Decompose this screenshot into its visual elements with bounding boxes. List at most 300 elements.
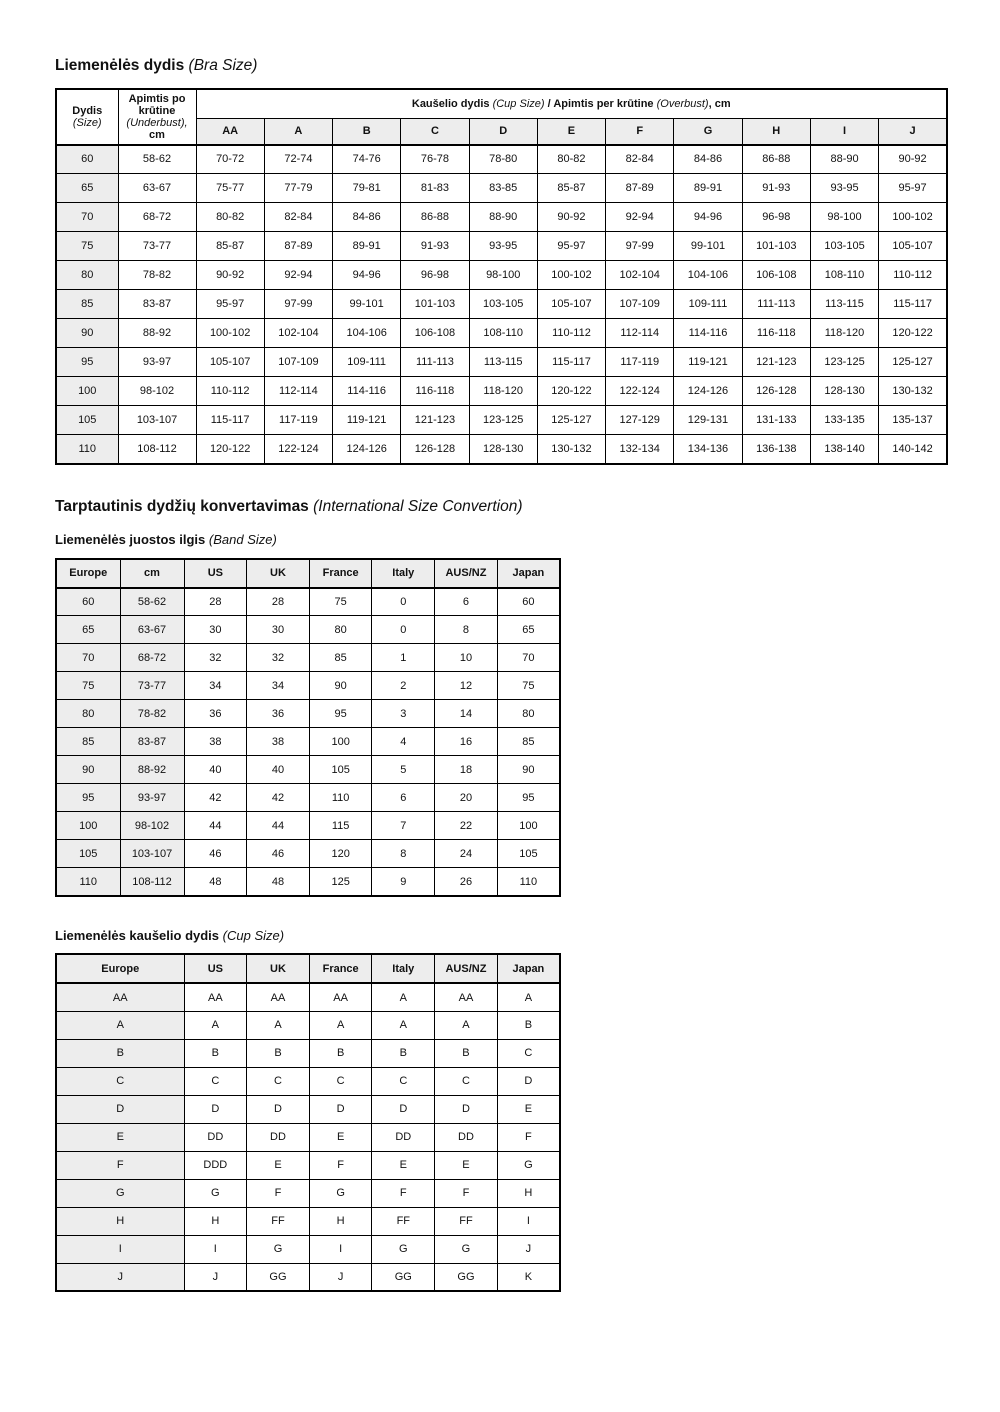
bra-overbust-cell-e: 80-82 [537, 145, 605, 174]
bra-overbust-cell-g: 134-136 [674, 435, 742, 464]
bra-size-cell: 110 [56, 435, 118, 464]
cup-cell-france: C [309, 1067, 372, 1095]
bra-size-heading [55, 57, 950, 76]
bra-underbust-cell: 88-92 [118, 319, 196, 348]
bra-underbust-cell: 103-107 [118, 406, 196, 435]
band-cell-us: 30 [184, 616, 247, 644]
bra-overbust-cell-i: 93-95 [810, 174, 878, 203]
bra-row-75 [56, 232, 947, 261]
bra-cup-letter-b: B [333, 119, 401, 145]
international-conversion-heading [55, 498, 950, 517]
bra-cup-letter-g: G [674, 119, 742, 145]
bra-row-100 [56, 377, 947, 406]
band-col-header-europe: Europe [56, 559, 120, 588]
band-cell-italy: 7 [372, 812, 435, 840]
cup-row-b [56, 1039, 560, 1067]
band-cell-ausnz: 10 [435, 644, 498, 672]
bra-overbust-cell-a: 97-99 [264, 290, 332, 319]
band-cell-cm: 93-97 [120, 784, 184, 812]
band-cell-italy: 9 [372, 868, 435, 896]
band-col-header-uk: UK [247, 559, 310, 588]
bra-overbust-cell-i: 103-105 [810, 232, 878, 261]
bra-overbust-cell-i: 98-100 [810, 203, 878, 232]
band-cell-italy: 4 [372, 728, 435, 756]
cup-col-header-france: France [309, 954, 372, 983]
bra-overbust-cell-aa: 105-107 [196, 348, 264, 377]
bra-size-heading-en: (Bra Size) [188, 57, 258, 74]
band-header-row [56, 559, 560, 588]
cup-row-aa [56, 983, 560, 1011]
bra-overbust-cell-c: 106-108 [401, 319, 469, 348]
band-cell-us: 42 [184, 784, 247, 812]
band-col-header-italy: Italy [372, 559, 435, 588]
bra-overbust-cell-e: 125-127 [537, 406, 605, 435]
bra-cup-header-en-2: (Overbust) [656, 97, 709, 110]
cup-col-header-ausnz: AUS/NZ [435, 954, 498, 983]
bra-overbust-cell-f: 112-114 [606, 319, 674, 348]
band-col-header-japan: Japan [497, 559, 560, 588]
cup-cell-japan: H [497, 1179, 560, 1207]
bra-overbust-cell-aa: 100-102 [196, 319, 264, 348]
band-cell-uk: 42 [247, 784, 310, 812]
band-cell-cm: 78-82 [120, 700, 184, 728]
band-cell-japan: 70 [497, 644, 560, 672]
band-cell-us: 48 [184, 868, 247, 896]
bra-overbust-cell-f: 117-119 [606, 348, 674, 377]
bra-overbust-cell-a: 92-94 [264, 261, 332, 290]
bra-size-cell: 65 [56, 174, 118, 203]
bra-overbust-cell-b: 79-81 [333, 174, 401, 203]
bra-overbust-cell-d: 88-90 [469, 203, 537, 232]
band-row-75 [56, 672, 560, 700]
bra-overbust-cell-h: 101-103 [742, 232, 810, 261]
bra-row-95 [56, 348, 947, 377]
bra-overbust-cell-i: 123-125 [810, 348, 878, 377]
cup-row-e [56, 1123, 560, 1151]
band-cell-france: 115 [309, 812, 372, 840]
bra-overbust-cell-i: 113-115 [810, 290, 878, 319]
band-cell-cm: 88-92 [120, 756, 184, 784]
bra-overbust-cell-h: 91-93 [742, 174, 810, 203]
band-cell-france: 75 [309, 588, 372, 616]
cup-cell-europe: J [56, 1263, 184, 1291]
bra-overbust-cell-a: 117-119 [264, 406, 332, 435]
band-cell-uk: 38 [247, 728, 310, 756]
bra-row-70 [56, 203, 947, 232]
bra-overbust-cell-j: 125-127 [879, 348, 947, 377]
band-cell-italy: 6 [372, 784, 435, 812]
cup-cell-ausnz: A [435, 1011, 498, 1039]
bra-size-cell: 100 [56, 377, 118, 406]
band-cell-japan: 75 [497, 672, 560, 700]
cup-cell-france: AA [309, 983, 372, 1011]
bra-overbust-cell-f: 127-129 [606, 406, 674, 435]
band-cell-uk: 36 [247, 700, 310, 728]
band-cell-uk: 46 [247, 840, 310, 868]
bra-cup-letter-d: D [469, 119, 537, 145]
cup-cell-france: F [309, 1151, 372, 1179]
cup-cell-us: G [184, 1179, 247, 1207]
bra-overbust-cell-f: 132-134 [606, 435, 674, 464]
band-cell-ausnz: 14 [435, 700, 498, 728]
cup-size-table [55, 953, 561, 1292]
bra-overbust-cell-f: 122-124 [606, 377, 674, 406]
band-cell-cm: 63-67 [120, 616, 184, 644]
band-size-table [55, 558, 561, 897]
bra-underbust-cell: 68-72 [118, 203, 196, 232]
bra-overbust-cell-e: 115-117 [537, 348, 605, 377]
band-cell-us: 40 [184, 756, 247, 784]
bra-overbust-cell-c: 96-98 [401, 261, 469, 290]
cup-size-heading-lt: Liemenėlės kaušelio dydis [55, 927, 220, 943]
cup-cell-us: C [184, 1067, 247, 1095]
bra-overbust-cell-j: 130-132 [879, 377, 947, 406]
cup-row-d [56, 1095, 560, 1123]
band-cell-japan: 110 [497, 868, 560, 896]
band-cell-japan: 80 [497, 700, 560, 728]
bra-overbust-cell-d: 103-105 [469, 290, 537, 319]
bra-overbust-cell-j: 115-117 [879, 290, 947, 319]
cup-cell-uk: B [247, 1039, 310, 1067]
bra-overbust-cell-c: 76-78 [401, 145, 469, 174]
bra-overbust-cell-h: 121-123 [742, 348, 810, 377]
cup-cell-uk: D [247, 1095, 310, 1123]
bra-overbust-cell-aa: 85-87 [196, 232, 264, 261]
bra-underbust-header-lt: Apimtis po krūtine [128, 92, 186, 117]
bra-overbust-cell-d: 108-110 [469, 319, 537, 348]
bra-row-110 [56, 435, 947, 464]
cup-cell-ausnz: E [435, 1151, 498, 1179]
band-cell-ausnz: 18 [435, 756, 498, 784]
bra-overbust-cell-c: 86-88 [401, 203, 469, 232]
bra-overbust-cell-f: 97-99 [606, 232, 674, 261]
band-row-60 [56, 588, 560, 616]
cup-cell-italy: A [372, 1011, 435, 1039]
band-row-105 [56, 840, 560, 868]
cup-cell-us: DDD [184, 1151, 247, 1179]
cup-cell-japan: D [497, 1067, 560, 1095]
bra-overbust-cell-aa: 90-92 [196, 261, 264, 290]
band-cell-japan: 90 [497, 756, 560, 784]
bra-overbust-cell-h: 136-138 [742, 435, 810, 464]
band-cell-italy: 8 [372, 840, 435, 868]
bra-overbust-cell-j: 135-137 [879, 406, 947, 435]
international-conversion-heading-en: (International Size Convertion) [313, 497, 523, 515]
cup-cell-italy: E [372, 1151, 435, 1179]
cup-cell-ausnz: FF [435, 1207, 498, 1235]
bra-size-cell: 105 [56, 406, 118, 435]
cup-cell-ausnz: AA [435, 983, 498, 1011]
band-cell-ausnz: 22 [435, 812, 498, 840]
bra-overbust-cell-j: 140-142 [879, 435, 947, 464]
bra-size-cell: 90 [56, 319, 118, 348]
bra-overbust-cell-g: 89-91 [674, 174, 742, 203]
band-cell-europe: 90 [56, 756, 120, 784]
band-cell-us: 34 [184, 672, 247, 700]
bra-overbust-cell-d: 123-125 [469, 406, 537, 435]
cup-cell-ausnz: B [435, 1039, 498, 1067]
band-col-header-ausnz: AUS/NZ [435, 559, 498, 588]
bra-overbust-cell-b: 124-126 [333, 435, 401, 464]
cup-cell-europe: I [56, 1235, 184, 1263]
band-col-header-france: France [309, 559, 372, 588]
band-col-header-us: US [184, 559, 247, 588]
bra-overbust-cell-g: 114-116 [674, 319, 742, 348]
cup-cell-us: D [184, 1095, 247, 1123]
band-cell-france: 95 [309, 700, 372, 728]
band-row-70 [56, 644, 560, 672]
band-col-header-cm: cm [120, 559, 184, 588]
bra-overbust-cell-d: 93-95 [469, 232, 537, 261]
cup-cell-japan: K [497, 1263, 560, 1291]
bra-overbust-cell-aa: 120-122 [196, 435, 264, 464]
bra-overbust-cell-c: 101-103 [401, 290, 469, 319]
bra-overbust-cell-aa: 75-77 [196, 174, 264, 203]
cup-cell-italy: DD [372, 1123, 435, 1151]
band-cell-france: 125 [309, 868, 372, 896]
band-cell-us: 36 [184, 700, 247, 728]
bra-overbust-cell-e: 100-102 [537, 261, 605, 290]
band-cell-japan: 100 [497, 812, 560, 840]
band-cell-uk: 34 [247, 672, 310, 700]
cup-size-heading [55, 928, 950, 944]
cup-cell-uk: F [247, 1179, 310, 1207]
cup-row-g [56, 1179, 560, 1207]
bra-overbust-cell-g: 94-96 [674, 203, 742, 232]
cup-cell-uk: G [247, 1235, 310, 1263]
bra-overbust-cell-i: 88-90 [810, 145, 878, 174]
bra-overbust-cell-aa: 70-72 [196, 145, 264, 174]
cup-cell-italy: A [372, 983, 435, 1011]
band-cell-cm: 83-87 [120, 728, 184, 756]
cup-cell-italy: B [372, 1039, 435, 1067]
band-cell-france: 120 [309, 840, 372, 868]
band-size-heading [55, 532, 950, 548]
bra-overbust-cell-a: 82-84 [264, 203, 332, 232]
cup-cell-uk: C [247, 1067, 310, 1095]
bra-overbust-cell-b: 94-96 [333, 261, 401, 290]
band-cell-ausnz: 24 [435, 840, 498, 868]
bra-overbust-cell-h: 111-113 [742, 290, 810, 319]
band-row-100 [56, 812, 560, 840]
band-cell-uk: 44 [247, 812, 310, 840]
bra-underbust-cell: 108-112 [118, 435, 196, 464]
bra-overbust-cell-d: 113-115 [469, 348, 537, 377]
bra-overbust-cell-e: 110-112 [537, 319, 605, 348]
international-conversion-heading-lt: Tarptautinis dydžių konvertavimas [55, 497, 309, 515]
bra-header-row-main [56, 89, 947, 119]
band-cell-ausnz: 12 [435, 672, 498, 700]
bra-overbust-cell-b: 84-86 [333, 203, 401, 232]
bra-overbust-cell-f: 107-109 [606, 290, 674, 319]
cup-cell-japan: J [497, 1235, 560, 1263]
band-cell-japan: 65 [497, 616, 560, 644]
bra-overbust-cell-h: 126-128 [742, 377, 810, 406]
band-cell-europe: 100 [56, 812, 120, 840]
cup-cell-france: J [309, 1263, 372, 1291]
bra-overbust-cell-g: 119-121 [674, 348, 742, 377]
cup-col-header-italy: Italy [372, 954, 435, 983]
cup-row-h [56, 1207, 560, 1235]
bra-overbust-cell-f: 82-84 [606, 145, 674, 174]
band-cell-italy: 2 [372, 672, 435, 700]
bra-cup-overbust-header [196, 89, 947, 119]
bra-size-column-header-lt: Dydis [72, 104, 103, 117]
bra-row-85 [56, 290, 947, 319]
band-cell-italy: 1 [372, 644, 435, 672]
cup-cell-uk: A [247, 1011, 310, 1039]
band-row-80 [56, 700, 560, 728]
band-cell-france: 100 [309, 728, 372, 756]
bra-overbust-cell-j: 90-92 [879, 145, 947, 174]
bra-row-90 [56, 319, 947, 348]
cup-cell-uk: AA [247, 983, 310, 1011]
band-cell-italy: 3 [372, 700, 435, 728]
bra-overbust-cell-g: 109-111 [674, 290, 742, 319]
cup-cell-uk: DD [247, 1123, 310, 1151]
cup-row-a [56, 1011, 560, 1039]
bra-overbust-cell-j: 105-107 [879, 232, 947, 261]
cup-cell-us: DD [184, 1123, 247, 1151]
band-cell-japan: 60 [497, 588, 560, 616]
band-cell-uk: 40 [247, 756, 310, 784]
cup-col-header-europe: Europe [56, 954, 184, 983]
bra-overbust-cell-b: 104-106 [333, 319, 401, 348]
cup-cell-italy: G [372, 1235, 435, 1263]
cup-cell-france: B [309, 1039, 372, 1067]
cup-cell-france: E [309, 1123, 372, 1151]
bra-size-cell: 60 [56, 145, 118, 174]
bra-cup-letter-aa: AA [196, 119, 264, 145]
cup-cell-italy: D [372, 1095, 435, 1123]
band-cell-japan: 105 [497, 840, 560, 868]
bra-overbust-cell-i: 138-140 [810, 435, 878, 464]
band-row-95 [56, 784, 560, 812]
bra-underbust-cell: 63-67 [118, 174, 196, 203]
band-cell-us: 44 [184, 812, 247, 840]
cup-row-f [56, 1151, 560, 1179]
band-cell-france: 85 [309, 644, 372, 672]
bra-size-cell: 75 [56, 232, 118, 261]
bra-row-65 [56, 174, 947, 203]
cup-cell-europe: F [56, 1151, 184, 1179]
bra-overbust-cell-a: 87-89 [264, 232, 332, 261]
band-cell-us: 28 [184, 588, 247, 616]
bra-overbust-cell-aa: 95-97 [196, 290, 264, 319]
band-cell-france: 105 [309, 756, 372, 784]
bra-overbust-cell-aa: 110-112 [196, 377, 264, 406]
bra-overbust-cell-i: 128-130 [810, 377, 878, 406]
bra-row-105 [56, 406, 947, 435]
bra-overbust-cell-h: 86-88 [742, 145, 810, 174]
bra-cup-header-lt-1: Kaušelio dydis [411, 97, 490, 110]
bra-cup-letter-i: I [810, 119, 878, 145]
bra-cup-letter-c: C [401, 119, 469, 145]
cup-cell-ausnz: F [435, 1179, 498, 1207]
cup-cell-ausnz: DD [435, 1123, 498, 1151]
cup-cell-us: J [184, 1263, 247, 1291]
band-cell-france: 90 [309, 672, 372, 700]
bra-overbust-cell-a: 107-109 [264, 348, 332, 377]
bra-overbust-cell-c: 121-123 [401, 406, 469, 435]
cup-size-heading-en: (Cup Size) [222, 927, 285, 943]
bra-table-body [56, 145, 947, 464]
band-cell-uk: 28 [247, 588, 310, 616]
band-cell-ausnz: 16 [435, 728, 498, 756]
bra-underbust-column-header [118, 89, 196, 145]
band-cell-us: 46 [184, 840, 247, 868]
bra-overbust-cell-b: 114-116 [333, 377, 401, 406]
bra-overbust-cell-a: 72-74 [264, 145, 332, 174]
bra-size-heading-lt: Liemenėlės dydis [55, 57, 185, 74]
bra-overbust-cell-j: 95-97 [879, 174, 947, 203]
bra-overbust-cell-b: 99-101 [333, 290, 401, 319]
band-cell-ausnz: 8 [435, 616, 498, 644]
bra-overbust-cell-e: 105-107 [537, 290, 605, 319]
cup-cell-france: I [309, 1235, 372, 1263]
bra-overbust-cell-e: 85-87 [537, 174, 605, 203]
cup-cell-europe: D [56, 1095, 184, 1123]
cup-cell-japan: A [497, 983, 560, 1011]
bra-overbust-cell-e: 90-92 [537, 203, 605, 232]
band-cell-japan: 95 [497, 784, 560, 812]
band-cell-europe: 60 [56, 588, 120, 616]
band-cell-europe: 70 [56, 644, 120, 672]
band-cell-europe: 65 [56, 616, 120, 644]
bra-overbust-cell-h: 106-108 [742, 261, 810, 290]
cup-cell-japan: F [497, 1123, 560, 1151]
band-size-heading-lt: Liemenėlės juostos ilgis [55, 532, 206, 548]
cup-cell-uk: GG [247, 1263, 310, 1291]
cup-col-header-japan: Japan [497, 954, 560, 983]
cup-cell-ausnz: G [435, 1235, 498, 1263]
band-cell-europe: 75 [56, 672, 120, 700]
bra-overbust-cell-h: 131-133 [742, 406, 810, 435]
band-cell-italy: 0 [372, 616, 435, 644]
band-cell-cm: 68-72 [120, 644, 184, 672]
cup-cell-japan: G [497, 1151, 560, 1179]
cup-cell-europe: H [56, 1207, 184, 1235]
bra-overbust-cell-b: 109-111 [333, 348, 401, 377]
band-cell-uk: 30 [247, 616, 310, 644]
cup-cell-ausnz: C [435, 1067, 498, 1095]
bra-cup-header-lt-2: / Apimtis per krūtine [547, 97, 654, 110]
bra-row-60 [56, 145, 947, 174]
band-table-body [56, 588, 560, 896]
cup-size-table-head [56, 954, 560, 983]
cup-cell-europe: B [56, 1039, 184, 1067]
band-cell-us: 32 [184, 644, 247, 672]
cup-cell-japan: C [497, 1039, 560, 1067]
bra-cup-header-en-1: (Cup Size) [492, 97, 545, 110]
cup-cell-italy: C [372, 1067, 435, 1095]
bra-underbust-cell: 58-62 [118, 145, 196, 174]
cup-cell-us: AA [184, 983, 247, 1011]
cup-cell-uk: E [247, 1151, 310, 1179]
bra-overbust-cell-a: 102-104 [264, 319, 332, 348]
bra-overbust-cell-a: 77-79 [264, 174, 332, 203]
cup-col-header-uk: UK [247, 954, 310, 983]
bra-overbust-cell-a: 122-124 [264, 435, 332, 464]
bra-size-cell: 95 [56, 348, 118, 377]
band-cell-italy: 0 [372, 588, 435, 616]
band-cell-us: 38 [184, 728, 247, 756]
bra-overbust-cell-h: 96-98 [742, 203, 810, 232]
bra-overbust-cell-c: 111-113 [401, 348, 469, 377]
band-cell-cm: 73-77 [120, 672, 184, 700]
bra-overbust-cell-b: 119-121 [333, 406, 401, 435]
cup-row-i [56, 1235, 560, 1263]
